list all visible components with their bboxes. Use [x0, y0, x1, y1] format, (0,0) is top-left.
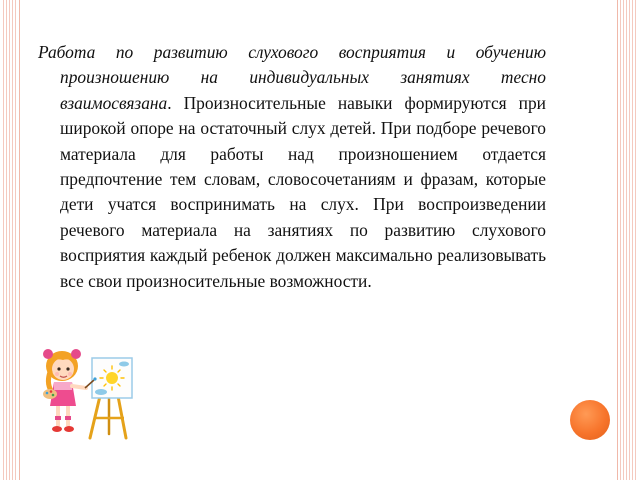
- left-border-decoration: [3, 0, 17, 480]
- italic-lead-text: Работа по развитию слухового восприятия и обучению произношению на индивидуальных занятиях тесно взаимосвязана: [38, 42, 546, 113]
- body-text: [38, 40, 546, 294]
- right-border-decoration: [620, 0, 638, 480]
- orange-circle-decoration: [570, 400, 610, 440]
- paragraph-text: . Произносительные навыки формируются при широкой опоре на остаточный слух детей. При подборе речевого материала для работы над произношением отдается предпочтение тем словам, словосочетаниям и фразам, которые дети учатся воспринимать на слух. При воспроизведении речевого материала на занятиях по развитию слухового восприятия каждый ребенок должен максимально реализовывать все свои произносительные возможности.: [60, 92, 546, 291]
- right-border-line: [617, 0, 618, 480]
- paragraph: [38, 40, 546, 294]
- girl-painting-at-easel-icon: [38, 344, 138, 440]
- left-border-line: [19, 0, 20, 480]
